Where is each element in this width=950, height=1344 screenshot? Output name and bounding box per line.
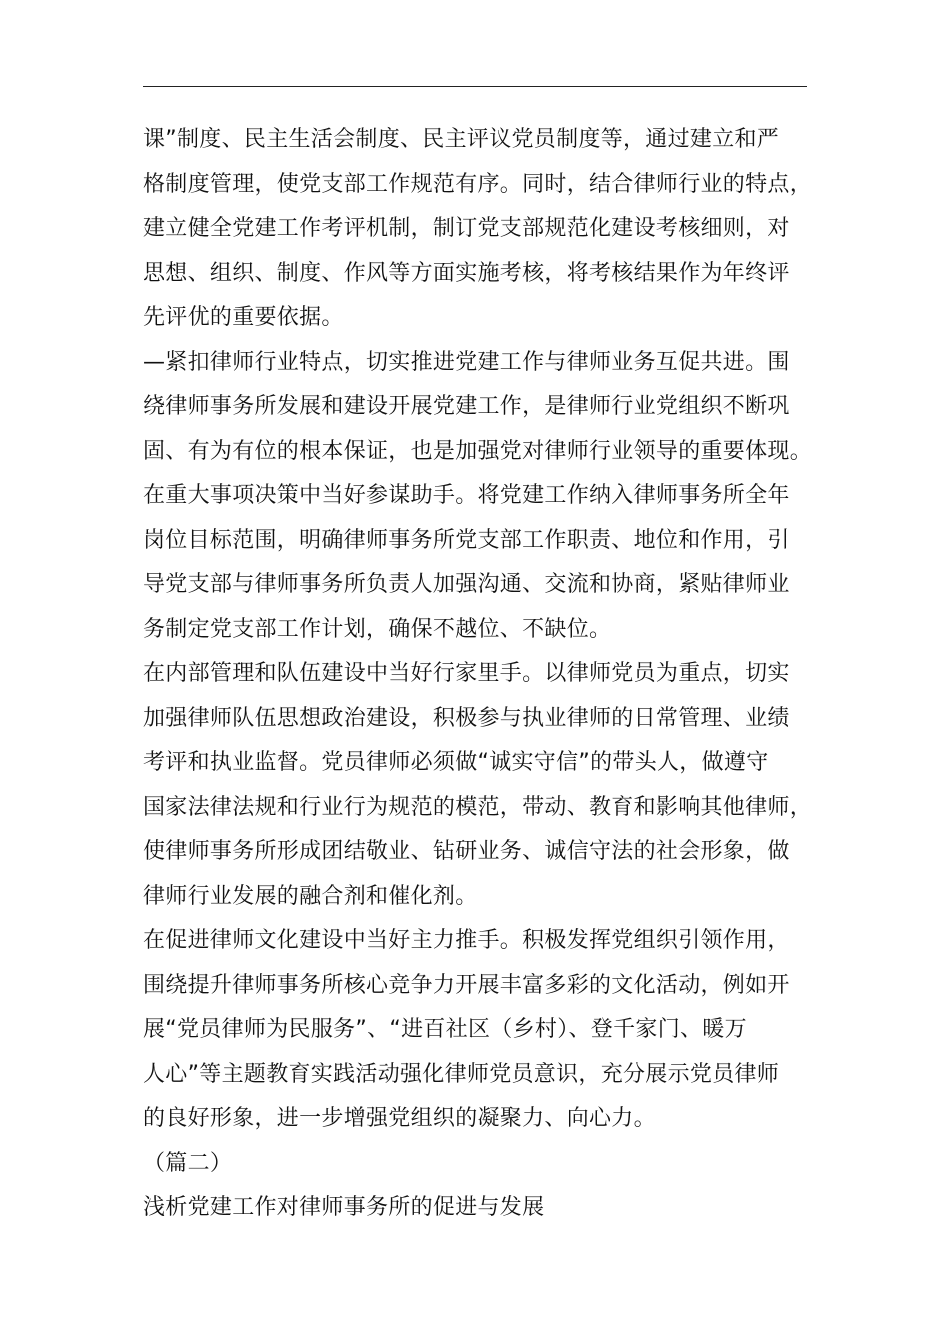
text-line: 建立健全党建工作考评机制，制订党支部规范化建设考核细则，对 [143, 216, 790, 241]
text-line: 岗位目标范围，明确律师事务所党支部工作职责、地位和作用，引 [143, 528, 790, 553]
section-heading: （篇二） [143, 1151, 233, 1176]
article-title: 浅析党建工作对律师事务所的促进与发展 [143, 1195, 545, 1220]
text-line: 绕律师事务所发展和建设开展党建工作，是律师行业党组织不断巩 [143, 394, 790, 419]
text-line: —紧扣律师行业特点，切实推进党建工作与律师业务互促共进。围 [143, 350, 790, 375]
text-line: 先评优的重要依据。 [143, 305, 344, 330]
text-line: 使律师事务所形成团结敬业、钻研业务、诚信守法的社会形象，做 [143, 839, 790, 864]
text-line: 国家法律法规和行业行为规范的模范，带动、教育和影响其他律师， [143, 795, 813, 820]
text-line: 在内部管理和队伍建设中当好行家里手。以律师党员为重点，切实 [143, 661, 790, 686]
text-line: 人心”等主题教育实践活动强化律师党员意识，充分展示党员律师 [143, 1062, 780, 1087]
text-line: 的良好形象，进一步增强党组织的凝聚力、向心力。 [143, 1106, 656, 1131]
text-line: 展“党员律师为民服务”、“进百社区（乡村）、登千家门、暖万 [143, 1017, 747, 1042]
text-line: 考评和执业监督。党员律师必须做“诚实守信”的带头人，做遵守 [143, 750, 769, 775]
text-line: 格制度管理，使党支部工作规范有序。同时，结合律师行业的特点， [143, 172, 813, 197]
text-line: 在重大事项决策中当好参谋助手。将党建工作纳入律师事务所全年 [143, 483, 790, 508]
text-line: 导党支部与律师事务所负责人加强沟通、交流和协商，紧贴律师业 [143, 572, 790, 597]
text-line: 加强律师队伍思想政治建设，积极参与执业律师的日常管理、业绩 [143, 706, 790, 731]
text-line: 课”制度、民主生活会制度、民主评议党员制度等，通过建立和严 [143, 127, 780, 152]
text-line: 律师行业发展的融合剂和催化剂。 [143, 884, 478, 909]
text-line: 思想、组织、制度、作风等方面实施考核，将考核结果作为年终评 [143, 261, 790, 286]
text-line: 固、有为有位的根本保证，也是加强党对律师行业领导的重要体现。 [143, 439, 813, 464]
header-rule [143, 86, 807, 87]
text-line: 务制定党支部工作计划，确保不越位、不缺位。 [143, 617, 612, 642]
text-line: 围绕提升律师事务所核心竞争力开展丰富多彩的文化活动，例如开 [143, 973, 790, 998]
text-line: 在促进律师文化建设中当好主力推手。积极发挥党组织引领作用， [143, 928, 790, 953]
